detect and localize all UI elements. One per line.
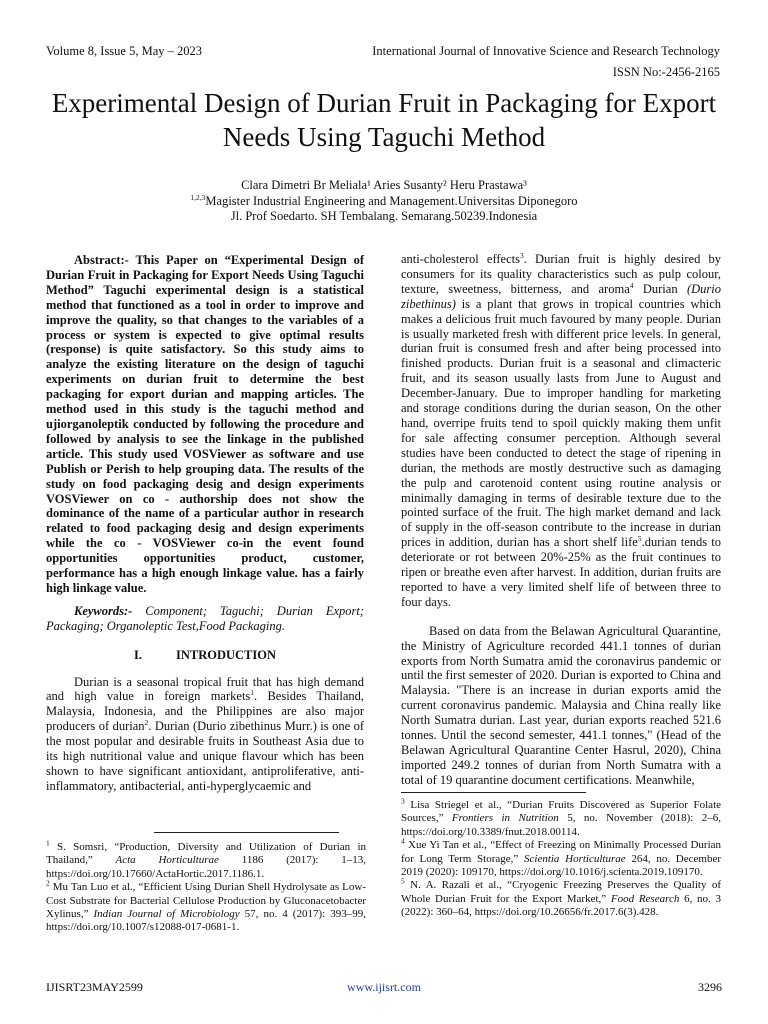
journal-title: Scientia Horticulturae bbox=[524, 852, 626, 865]
text-run: . Durian fruit is highly desired by consumers for its quality characteristics such as pulp colour, texture, sweetness, bitterness, and aroma bbox=[401, 252, 721, 296]
text-run: 264, no. December 2019 (2020): 109170, https://doi.org/10.1016/j.scienta.2019.109170. bbox=[401, 852, 721, 879]
text-run: anti-cholesterol effects bbox=[401, 252, 520, 266]
footnote-ref: 4 bbox=[629, 280, 634, 290]
footnote-number: 1 bbox=[46, 838, 50, 848]
footnote-number: 2 bbox=[46, 878, 50, 888]
paper-title: Experimental Design of Durian Fruit in Packaging for Export Needs Using Taguchi Method bbox=[51, 88, 717, 152]
text-run: Xue Yi Tan et al., “Effect of Freezing on Minimally Processed Durian for Long Term Storage,” bbox=[401, 839, 722, 865]
text-run: Durian bbox=[633, 281, 687, 296]
journal-title: Food Research bbox=[610, 892, 680, 905]
footnote-ref: 3 bbox=[520, 250, 524, 260]
journal-title: Frontiers in Nutrition bbox=[451, 812, 559, 825]
footnote-3 bbox=[401, 796, 722, 839]
text-run: . Durian (Durio zibethinus Murr.) is one of the most popular and desirable fruits in Southeast Asia due to its high nutritional value and unique flavour which has been shown to have significant antioxidant, antiproliferative, anti-inflammatory, antibacterial, anti-hyperglycaemic and bbox=[46, 719, 364, 793]
author-block bbox=[30, 178, 738, 225]
text-run: 5, no. November (2018): 2–6, https://doi.org/10.3389/fnut.2018.00114. bbox=[401, 812, 721, 838]
text-run: Durian is a seasonal tropical fruit that has high demand and high value in foreign markets bbox=[46, 674, 364, 704]
paper-code: IJISRT23MAY2599 bbox=[46, 980, 143, 994]
footnote-ref: 5 bbox=[637, 534, 642, 544]
keywords-label: Keywords:- bbox=[74, 603, 133, 618]
text-run: 57, no. 4 (2017): 393–99, https://doi.org/10.1007/s12088-017-0681-1. bbox=[46, 908, 366, 934]
text-run: N. A. Razali et al., “Cryogenic Freezing Preserves the Quality of Whole Durian Fruit for the Export Market,” bbox=[401, 879, 721, 905]
footnote-2 bbox=[46, 878, 366, 935]
footnote-number: 5 bbox=[401, 876, 405, 886]
text-run: .durian tends to deteriorate or rot between 20%-25% as the fruit continues to ripen or breathe even after harvest. In addition, durian fruits are reported to have a very limited shelf life of between three to four days. bbox=[401, 535, 721, 609]
species-name: (Durio zibethinus) bbox=[401, 281, 721, 311]
volume-issue: Volume 8, Issue 5, May – 2023 bbox=[46, 44, 203, 58]
text-run: S. Somsri, “Production, Diversity and Utilization of Durian in Thailand,” bbox=[46, 841, 367, 867]
author-names: Clara Dimetri Br Meliala¹ Aries Susanty² Heru Prastawa³ bbox=[241, 178, 527, 192]
text-run: is a plant that grows in tropical countries which makes a delicious fruit much favoured by many people. Durian is usually marketed fresh with different price levels. In general, durian fruit is consumed fresh and after being processed into finished products. Durian fruit is a seasonal and climacteric fruit, and its season usually lasts from June to August and December-January. Due to improper handling for marketing and storage conditions during the durian season, On the other hand, overripe fruits tend to spoil quickly making them unfit for sale affecting consumer perception. Although several studies have been conducted to detect the stage of ripening in durian, the methods are mostly destructive such as damaging the pulp and carotenoid content using routine analysis or minimally damaging in terms of desirable texture due to the pointed surface of the fruit. The high market demand and lack of supply in the off-season contribute to the increase in durian prices in addition, durian has a short shelf life bbox=[401, 296, 721, 550]
footnotes-left bbox=[46, 832, 366, 935]
footnote-number: 4 bbox=[401, 836, 405, 846]
abstract: Abstract:- This Paper on “Experimental Design of Durian Fruit in Packaging for Export Needs Using Taguchi Method” Taguchi experimental design is a statistical method that functioned as a tool in order to improve and improve the quality, so that changes to the variables of a process or system is expected to give optimal results (response) is quite satisfactory. So this study aims to analyze the existing literature on the design of taguchi experiments on durian fruit to determine the best packaging for export durian and mapping articles. The method used in this study is the taguchi method and ujiorganoleptik conducted by following the procedure and followed by analysis to see the linkage in the published article. This study used VOSViewer as software and use Publish or Perish to help grouping data. The results of the study on food packaging desig and design experiments VOSViewer on co - authorship does not show the dominance of the name of a particular author in research related to food packaging desig and design experiments while the co - VOSViewer co-in the event found opportunities opportunities product, customer, performance has a high enough linkage value. has a fairly high linkage value. bbox=[46, 253, 364, 595]
text-run: 1186 (2017): 1–13, https://doi.org/10.17660/ActaHortic.2017.1186.1. bbox=[46, 854, 367, 880]
journal-name: International Journal of Innovative Science and Research Technology bbox=[372, 44, 720, 58]
section-heading bbox=[46, 648, 364, 663]
section-number: I. bbox=[133, 647, 142, 662]
text-run: . Besides Thailand, Malaysia, Indonesia, and the Philippines are also major producers of durian bbox=[46, 689, 364, 734]
intro-paragraph-1 bbox=[46, 675, 364, 794]
affiliation bbox=[30, 194, 738, 210]
section-title: INTRODUCTION bbox=[175, 647, 276, 662]
intro-paragraph-1-continued bbox=[401, 252, 721, 610]
footnote-ref: 2 bbox=[144, 718, 149, 728]
text-run: 6, no. 3 (2022): 360–64, https://doi.org/10.26656/fr.2017.6(3).428. bbox=[401, 892, 722, 919]
footnote-1 bbox=[46, 838, 367, 881]
footnote-ref: 1 bbox=[250, 688, 255, 698]
affiliation-sup: 1,2,3 bbox=[190, 192, 206, 202]
left-column bbox=[46, 253, 364, 794]
issn: ISSN No:-2456-2165 bbox=[612, 65, 720, 79]
journal-title: Acta Horticulturae bbox=[115, 854, 219, 867]
journal-title: Indian Journal of Microbiology bbox=[93, 908, 240, 921]
footnote-4 bbox=[401, 836, 722, 879]
address: Jl. Prof Soedarto. SH Tembalang. Semarang.50239.Indonesia bbox=[230, 209, 538, 223]
footnotes-right bbox=[401, 792, 721, 920]
page-number: 3296 bbox=[698, 980, 722, 994]
right-column bbox=[401, 252, 721, 788]
text-run: Lisa Striegel et al., “Durian Fruits Discovered as Superior Folate Sources,” bbox=[401, 799, 722, 825]
text-run: Mu Tan Luo et al., “Efficient Using Durian Shell Hydrolysate as Low-Cost Substrate for Bacterial Cellulose Production by Gluconacetobacter Xylinus,” bbox=[46, 881, 366, 921]
intro-paragraph-2: Based on data from the Belawan Agricultural Quarantine, the Ministry of Agriculture recorded 441.1 tonnes of durian exports from North Sumatra amid the coronavirus pandemic or until the first semester of 2020. Durian is exported to China and Malaysia. "There is an increase in durian exports amid the current coronavirus pandemic. Malaysia and China really like North Sumatra durian. Last year, durian exports reached 521.6 tonnes. Until the second semester, 441.1 tonnes," (Head of the Belawan Agricultural Quarantine Center Hasrul, 2020), China imported 249.2 tonnes of durian from North Sumatra with a total of 19 quarantine document certifications. Meanwhile, bbox=[401, 623, 721, 787]
footnote-number: 3 bbox=[401, 796, 405, 806]
footnote-rule bbox=[401, 792, 586, 793]
affiliation-text: Magister Industrial Engineering and Management.Universitas Diponegoro bbox=[205, 193, 578, 208]
footnote-5 bbox=[401, 876, 722, 919]
journal-website-link[interactable]: www.ijisrt.com bbox=[347, 980, 421, 994]
footnote-rule bbox=[154, 832, 339, 833]
keywords bbox=[46, 604, 364, 634]
keywords-text: Component; Taguchi; Durian Export; Packaging; Organoleptic Test,Food Packaging. bbox=[46, 603, 365, 633]
